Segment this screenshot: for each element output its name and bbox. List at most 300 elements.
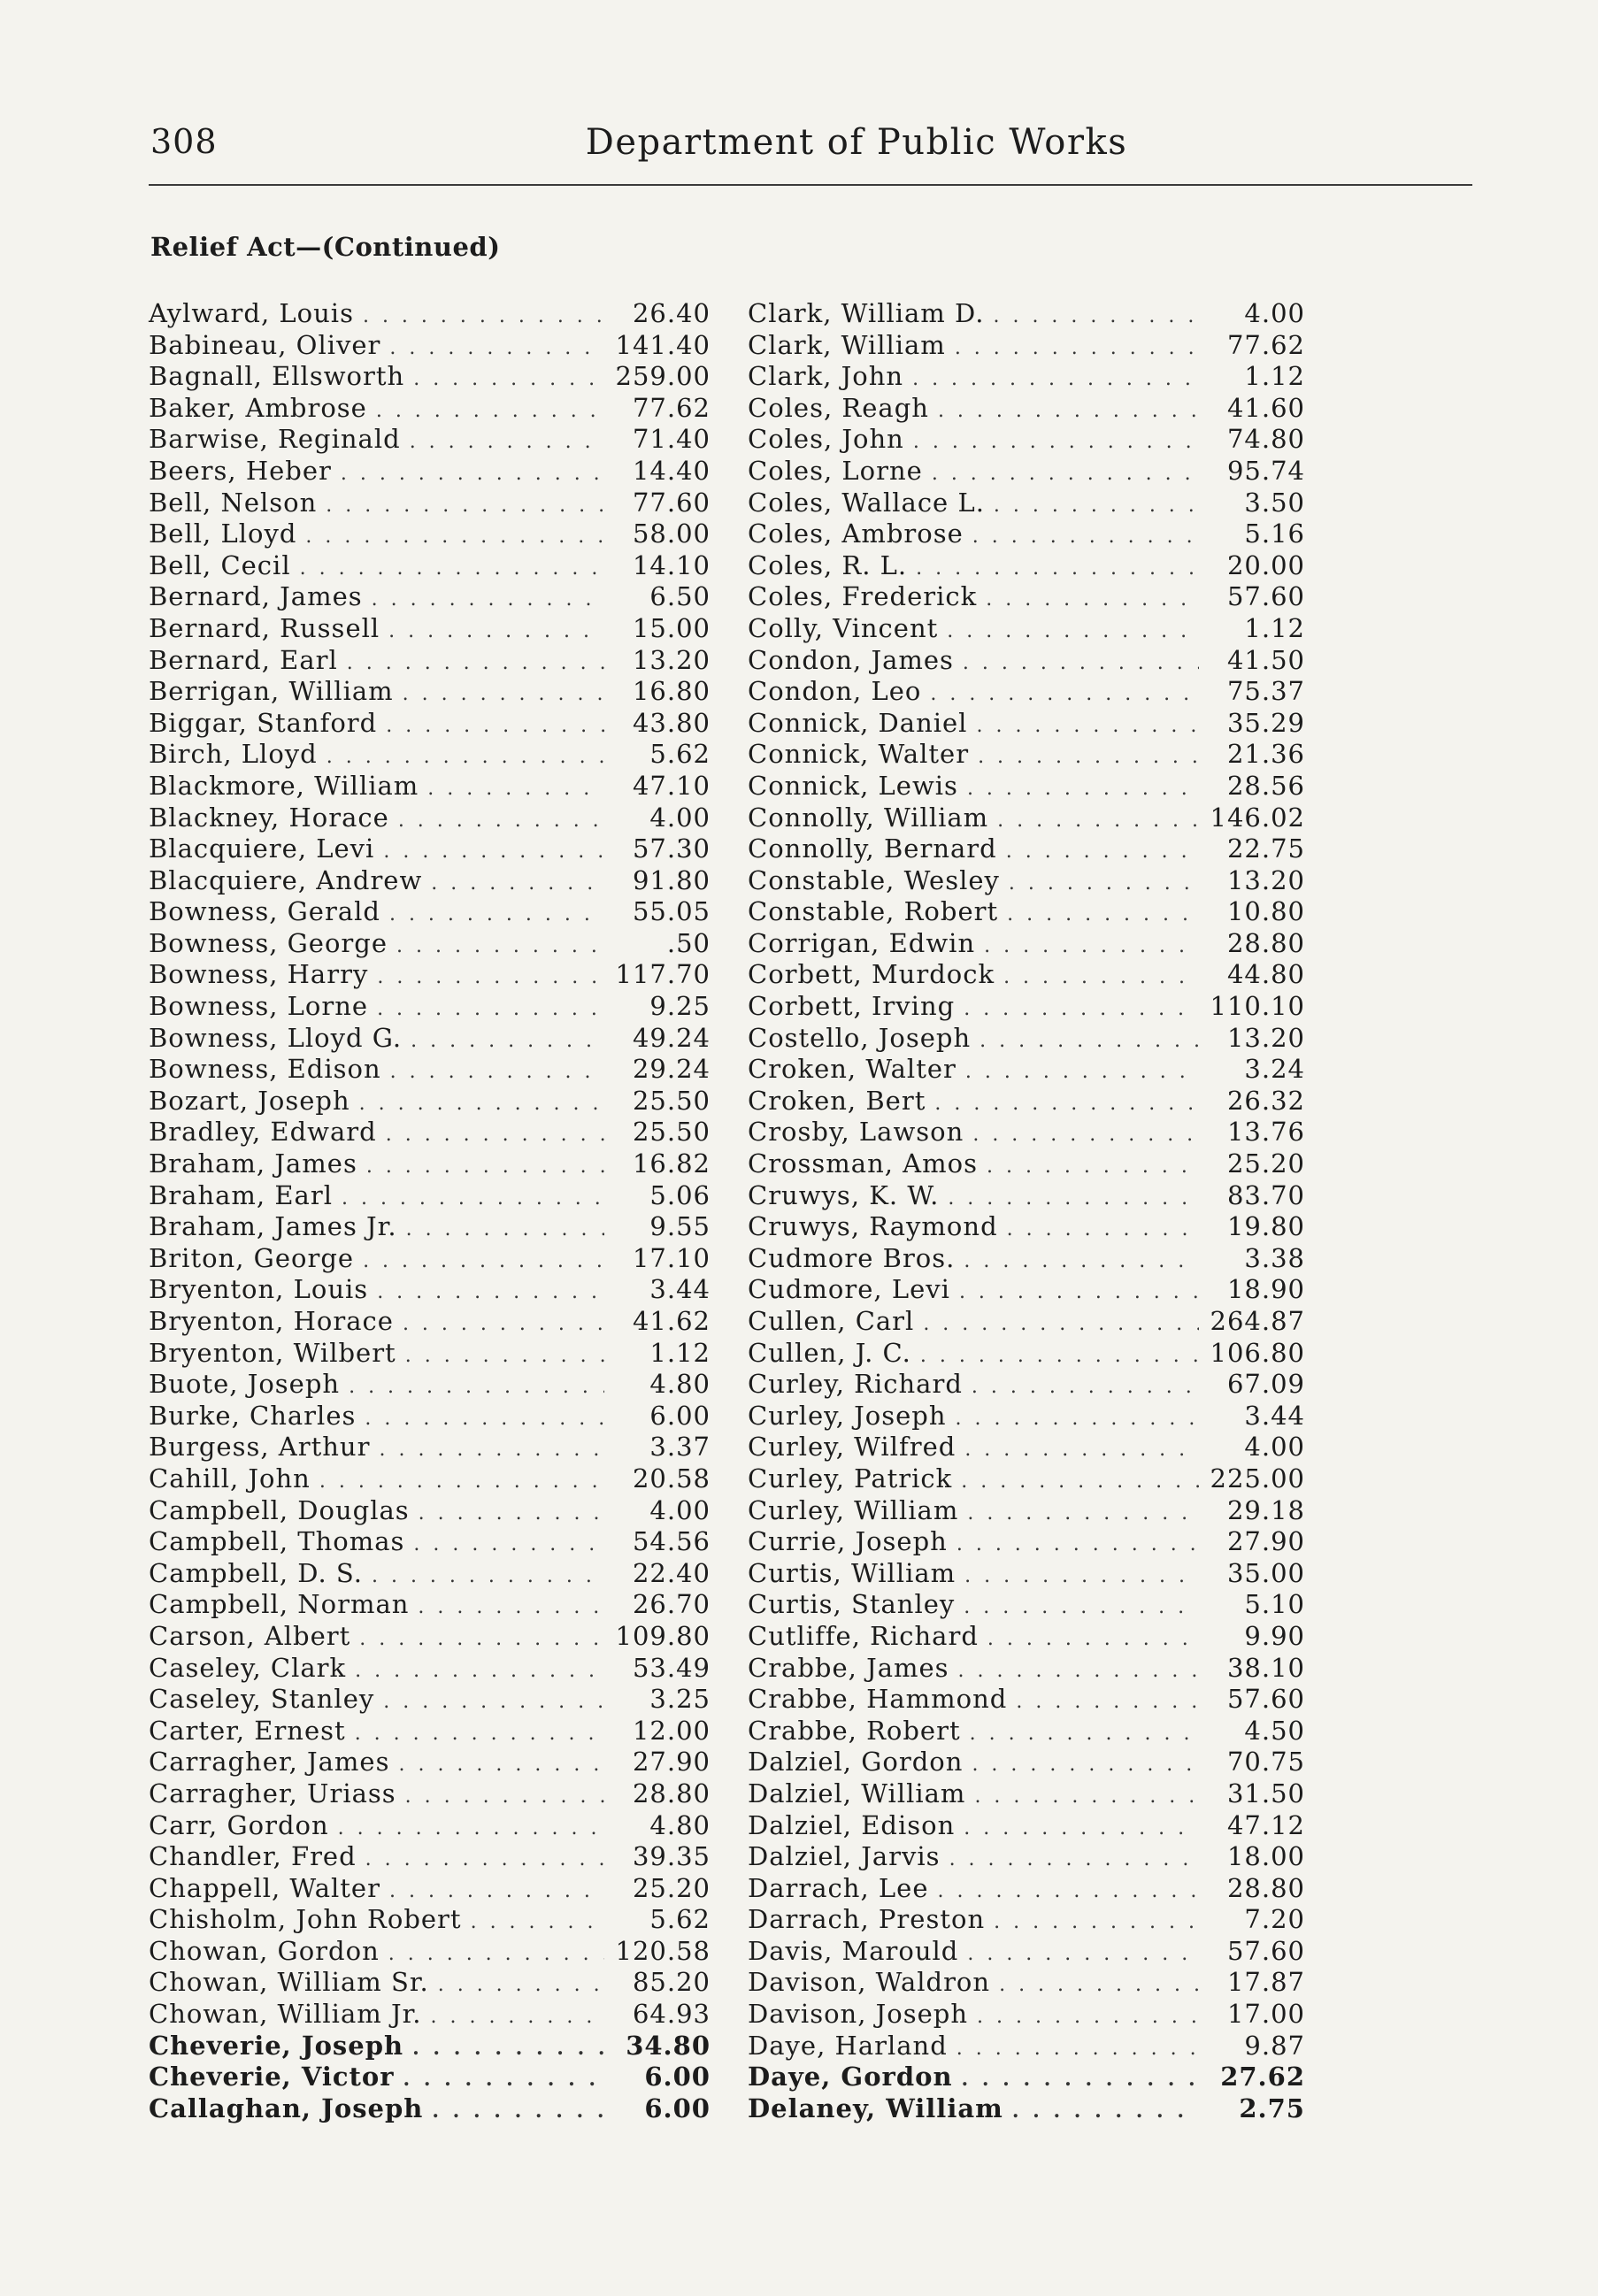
dot-leader <box>967 1502 1199 1524</box>
payment-amount: 3.38 <box>1244 1242 1305 1273</box>
payee-name: Chandler, Fred <box>149 1841 357 1872</box>
payment-amount: 17.87 <box>1226 1967 1305 1998</box>
dot-leader <box>411 1030 604 1052</box>
payment-amount: 25.20 <box>1226 1148 1305 1179</box>
dot-leader <box>980 1030 1199 1052</box>
dot-leader <box>956 2038 1199 2060</box>
payee-name: Birch, Lloyd <box>149 739 318 770</box>
payment-amount: 57.60 <box>1226 1935 1305 1966</box>
payee-name: Bryenton, Louis <box>149 1274 369 1305</box>
payment-amount: 3.50 <box>1244 487 1305 518</box>
payment-entry <box>149 488 711 519</box>
payee-name: Darrach, Lee <box>748 1872 929 1903</box>
payee-name: Cudmore Bros. <box>748 1242 956 1273</box>
payment-amount: 22.75 <box>1226 833 1305 864</box>
payment-amount: 95.74 <box>1226 455 1305 486</box>
payment-amount: 29.18 <box>1226 1494 1305 1525</box>
payee-name: Curley, Patrick <box>748 1463 953 1494</box>
payee-name: Crabbe, Robert <box>748 1715 961 1746</box>
payee-name: Condon, Leo <box>748 676 922 707</box>
payment-entry <box>149 581 711 613</box>
payee-name: Coles, Ambrose <box>748 518 964 549</box>
payee-name: Caseley, Stanley <box>149 1684 375 1715</box>
payment-amount: 6.00 <box>649 1400 711 1431</box>
payee-name: Connick, Lewis <box>748 770 958 801</box>
payment-entry <box>149 456 711 488</box>
payment-entry <box>149 1117 711 1148</box>
payment-entry <box>149 330 711 362</box>
payee-name: Constable, Wesley <box>748 864 1000 895</box>
payee-name: Chisholm, John Robert <box>149 1904 462 1935</box>
payment-amount: 4.50 <box>1244 1715 1305 1746</box>
payee-name: Costello, Joseph <box>748 1022 972 1053</box>
dot-leader <box>398 1754 604 1776</box>
dot-leader <box>959 1281 1199 1303</box>
dot-leader <box>403 2068 604 2091</box>
payment-entry <box>748 1401 1305 1432</box>
page-number: 308 <box>150 122 218 161</box>
payee-name: Connick, Walter <box>748 739 970 770</box>
payment-amount: 259.00 <box>615 361 711 392</box>
payment-amount: 55.05 <box>632 896 711 927</box>
dot-leader <box>359 1628 604 1650</box>
payee-name: Corrigan, Edwin <box>748 927 976 958</box>
payee-name: Curtis, William <box>748 1557 956 1588</box>
payee-name: Coles, Lorne <box>748 455 923 486</box>
payee-name: Chowan, William Sr. <box>149 1967 429 1998</box>
dot-leader <box>347 652 604 674</box>
dot-leader <box>383 1691 604 1713</box>
payment-entry <box>149 1401 711 1432</box>
payee-name: Connick, Daniel <box>748 707 968 738</box>
dot-leader <box>389 337 604 359</box>
payment-amount: 16.82 <box>632 1148 711 1179</box>
payment-amount: 28.80 <box>1226 927 1305 958</box>
dot-leader <box>377 966 604 988</box>
payment-entry <box>748 1621 1305 1653</box>
payment-entry <box>149 1810 711 1842</box>
dot-leader <box>972 1124 1199 1146</box>
payee-name: Briton, George <box>149 1242 355 1273</box>
payment-amount: 141.40 <box>615 329 711 360</box>
payment-entry <box>748 550 1305 582</box>
payment-entry <box>748 959 1305 991</box>
payment-amount: 47.10 <box>632 770 711 801</box>
dot-leader <box>972 1754 1199 1776</box>
running-head-title: Department of Public Works <box>585 122 1128 163</box>
payment-entry <box>748 1967 1305 1999</box>
dot-leader <box>977 2006 1199 2028</box>
payee-name: Bernard, Russell <box>149 612 380 643</box>
payment-entry <box>748 1243 1305 1275</box>
payment-entry <box>748 393 1305 425</box>
payment-amount: 6.00 <box>644 2093 711 2123</box>
payment-entry <box>149 645 711 677</box>
payment-entry <box>149 424 711 456</box>
dot-leader <box>958 1660 1199 1682</box>
dot-leader <box>1009 872 1199 895</box>
payment-amount: 5.10 <box>1244 1589 1305 1620</box>
payment-amount: 1.12 <box>1244 612 1305 643</box>
payment-amount: 39.35 <box>632 1841 711 1872</box>
payment-entry <box>748 1653 1305 1685</box>
payment-entry <box>149 2093 711 2125</box>
dot-leader <box>920 1345 1199 1367</box>
payee-name: Cruwys, Raymond <box>748 1211 998 1242</box>
payee-name: Bowness, Gerald <box>149 896 380 927</box>
payee-name: Chowan, William Jr. <box>149 1999 422 2030</box>
payment-amount: 18.00 <box>1226 1841 1305 1872</box>
dot-leader <box>366 1156 604 1178</box>
payment-amount: 28.56 <box>1226 770 1305 801</box>
dot-leader <box>949 1848 1199 1870</box>
payment-entry <box>748 991 1305 1023</box>
payment-amount: 41.50 <box>1226 644 1305 675</box>
payment-entry <box>149 959 711 991</box>
payment-amount: 71.40 <box>632 424 711 455</box>
dot-leader <box>956 1533 1199 1555</box>
payment-entry <box>149 393 711 425</box>
payment-amount: 9.87 <box>1244 2030 1305 2061</box>
payment-entry <box>748 1338 1305 1370</box>
payee-name: Davison, Joseph <box>748 1999 969 2030</box>
payment-amount: 29.24 <box>632 1054 711 1085</box>
dot-leader <box>412 2037 604 2060</box>
dot-leader <box>389 1880 604 1902</box>
payment-entry <box>748 896 1305 928</box>
payee-name: Clark, William <box>748 329 946 360</box>
dot-leader <box>978 746 1199 768</box>
dot-leader <box>947 620 1199 642</box>
payment-amount: 4.80 <box>649 1369 711 1400</box>
payment-amount: 57.30 <box>632 833 711 864</box>
payment-amount: 16.80 <box>632 676 711 707</box>
payment-amount: 34.80 <box>626 2030 711 2061</box>
payment-amount: 26.70 <box>632 1589 711 1620</box>
payee-name: Braham, Earl <box>149 1179 333 1210</box>
payment-entry <box>748 1086 1305 1117</box>
payment-amount: 43.80 <box>632 707 711 738</box>
payment-entry <box>748 2031 1305 2062</box>
payee-name: Cullen, J. C. <box>748 1337 911 1368</box>
dot-leader <box>948 1187 1199 1209</box>
payment-amount: 106.80 <box>1210 1337 1305 1368</box>
payment-entry <box>149 928 711 960</box>
payment-amount: 6.00 <box>644 2062 711 2093</box>
payee-name: Coles, Frederick <box>748 581 978 612</box>
dot-leader <box>388 620 604 642</box>
payment-entry <box>748 1495 1305 1527</box>
payment-entry <box>748 1558 1305 1590</box>
payment-entry <box>748 1463 1305 1495</box>
payment-amount: 6.50 <box>649 581 711 612</box>
dot-leader <box>413 1533 604 1555</box>
dot-leader <box>965 1061 1199 1083</box>
payment-entry <box>149 1526 711 1558</box>
payment-entry <box>149 1841 711 1873</box>
dot-leader <box>961 1471 1199 1493</box>
payee-name: Corbett, Irving <box>748 991 956 1022</box>
payee-name: Blackmore, William <box>149 770 419 801</box>
payment-amount: 28.80 <box>632 1778 711 1808</box>
payment-entry <box>149 1716 711 1747</box>
payee-name: Campbell, Douglas <box>149 1494 410 1525</box>
dot-leader <box>410 431 604 453</box>
right-column <box>748 298 1305 2124</box>
dot-leader <box>389 903 604 925</box>
payee-name: Curley, Joseph <box>748 1400 947 1431</box>
payment-amount: 21.36 <box>1226 739 1305 770</box>
dot-leader <box>396 935 604 957</box>
payment-entry <box>149 1463 711 1495</box>
dot-leader <box>377 1281 604 1303</box>
payment-entry <box>748 1999 1305 2031</box>
payee-name: Carson, Albert <box>149 1620 351 1651</box>
payment-amount: 27.90 <box>632 1747 711 1778</box>
payment-amount: 47.12 <box>1226 1809 1305 1840</box>
payment-amount: 91.80 <box>632 864 711 895</box>
payment-entry <box>748 2093 1305 2125</box>
payment-amount: 53.49 <box>632 1652 711 1683</box>
dot-leader <box>930 683 1199 705</box>
payment-entry <box>748 865 1305 897</box>
payment-entry <box>149 1621 711 1653</box>
dot-leader <box>355 1660 604 1682</box>
dot-leader <box>923 1313 1199 1335</box>
payee-name: Cahill, John <box>149 1463 311 1494</box>
payment-amount: .50 <box>666 927 711 958</box>
payment-amount: 22.40 <box>632 1557 711 1588</box>
payee-name: Crabbe, Hammond <box>748 1684 1008 1715</box>
payment-entry <box>748 1778 1305 1810</box>
dot-leader <box>932 463 1199 485</box>
payee-name: Bryenton, Wilbert <box>149 1337 396 1368</box>
payment-entry <box>748 1369 1305 1401</box>
dot-leader <box>300 557 604 580</box>
payment-amount: 64.93 <box>632 1999 711 2030</box>
payment-amount: 225.00 <box>1210 1463 1305 1494</box>
payee-name: Coles, Wallace L. <box>748 487 985 518</box>
payment-amount: 4.80 <box>649 1809 711 1840</box>
payment-entry <box>149 1778 711 1810</box>
payment-entry <box>149 298 711 330</box>
payment-amount: 9.55 <box>649 1211 711 1242</box>
dot-leader <box>964 1817 1199 1839</box>
payment-amount: 35.29 <box>1226 707 1305 738</box>
dot-leader <box>938 1880 1200 1902</box>
payment-entry <box>748 1810 1305 1842</box>
dot-leader <box>972 1376 1199 1398</box>
payment-amount: 54.56 <box>632 1526 711 1557</box>
dot-leader <box>955 337 1199 359</box>
dot-leader <box>403 1313 604 1335</box>
payment-amount: 17.00 <box>1226 1999 1305 2030</box>
payment-entry <box>748 928 1305 960</box>
dot-leader <box>986 588 1199 610</box>
dot-leader <box>365 1848 604 1870</box>
dot-leader <box>403 683 604 705</box>
payee-name: Crabbe, James <box>748 1652 949 1683</box>
payment-amount: 25.50 <box>632 1117 711 1148</box>
payment-entry <box>149 1967 711 1999</box>
payee-name: Daye, Gordon <box>748 2062 953 2093</box>
dot-leader <box>376 400 604 422</box>
payment-entry <box>149 1558 711 1590</box>
payee-name: Bernard, Earl <box>149 644 338 675</box>
payment-amount: 44.80 <box>1226 959 1305 990</box>
payment-entry <box>748 1873 1305 1905</box>
payee-name: Coles, Reagh <box>748 392 929 423</box>
payee-name: Curley, William <box>748 1494 959 1525</box>
payment-amount: 75.37 <box>1226 676 1305 707</box>
dot-leader <box>372 588 604 610</box>
payment-entry <box>149 361 711 393</box>
dot-leader <box>418 1596 604 1618</box>
payment-amount: 41.62 <box>632 1306 711 1336</box>
payment-entry <box>149 865 711 897</box>
payment-amount: 41.60 <box>1226 392 1305 423</box>
payment-entry <box>149 1589 711 1621</box>
dot-leader <box>390 1061 604 1083</box>
dot-leader <box>355 1723 604 1745</box>
payment-entry <box>748 424 1305 456</box>
payee-name: Delaney, William <box>748 2093 1003 2123</box>
payee-name: Croken, Bert <box>748 1085 926 1116</box>
payee-name: Cutliffe, Richard <box>748 1620 979 1651</box>
payee-name: Bryenton, Horace <box>149 1306 394 1336</box>
payee-name: Buote, Joseph <box>149 1369 341 1400</box>
payee-name: Campbell, Norman <box>149 1589 410 1620</box>
payee-name: Coles, John <box>748 424 904 455</box>
payment-amount: 1.12 <box>1244 361 1305 392</box>
payment-amount: 27.62 <box>1220 2062 1305 2093</box>
payee-name: Campbell, Thomas <box>149 1526 405 1557</box>
payment-amount: 85.20 <box>632 1967 711 1998</box>
payment-amount: 3.25 <box>649 1684 711 1715</box>
dot-leader <box>1003 966 1199 988</box>
payment-amount: 12.00 <box>632 1715 711 1746</box>
payment-amount: 3.24 <box>1244 1054 1305 1085</box>
payee-name: Bowness, Edison <box>149 1054 381 1085</box>
payment-entry <box>748 1023 1305 1055</box>
payee-name: Carter, Ernest <box>149 1715 346 1746</box>
payment-entry <box>748 298 1305 330</box>
payee-name: Dalziel, Edison <box>748 1809 956 1840</box>
payee-name: Babineau, Oliver <box>149 329 381 360</box>
payment-entry <box>748 1148 1305 1180</box>
dot-leader <box>386 1124 604 1146</box>
payment-entry <box>149 2062 711 2093</box>
payment-entry <box>149 518 711 550</box>
payment-entry <box>748 1526 1305 1558</box>
payment-entry <box>149 708 711 740</box>
payment-entry <box>748 708 1305 740</box>
payment-amount: 2.75 <box>1239 2093 1305 2123</box>
payment-entry <box>149 1904 711 1936</box>
payment-amount: 83.70 <box>1226 1179 1305 1210</box>
dot-leader <box>431 872 604 895</box>
dot-leader <box>413 368 604 390</box>
payee-name: Blacquiere, Andrew <box>149 864 423 895</box>
payment-amount: 27.90 <box>1226 1526 1305 1557</box>
dot-leader <box>972 526 1199 548</box>
payee-name: Crosby, Lawson <box>748 1117 964 1148</box>
payment-amount: 5.62 <box>649 1904 711 1935</box>
payment-entry <box>748 1274 1305 1306</box>
payment-entry <box>149 1495 711 1527</box>
payee-name: Cruwys, K. W. <box>748 1179 940 1210</box>
dot-leader <box>377 998 604 1020</box>
dot-leader <box>388 1943 604 1965</box>
payment-entry <box>748 1054 1305 1086</box>
payment-amount: 13.20 <box>1226 1022 1305 1053</box>
dot-leader <box>970 1723 1199 1745</box>
payee-name: Burgess, Arthur <box>149 1432 371 1463</box>
dot-leader <box>406 1218 604 1240</box>
payment-entry <box>149 833 711 865</box>
dot-leader <box>956 1408 1199 1430</box>
dot-leader <box>1016 1691 1199 1713</box>
payee-name: Clark, William D. <box>748 298 985 328</box>
payment-amount: 67.09 <box>1226 1369 1305 1400</box>
payee-name: Croken, Walter <box>748 1054 956 1085</box>
payee-name: Coles, R. L. <box>748 549 908 580</box>
dot-leader <box>405 1785 604 1808</box>
payee-name: Bowness, Harry <box>149 959 369 990</box>
dot-leader <box>438 1974 604 1996</box>
payee-name: Connolly, William <box>748 802 989 833</box>
dot-leader <box>1012 2100 1199 2123</box>
payment-entry <box>149 739 711 771</box>
payment-entry <box>748 456 1305 488</box>
payee-name: Crossman, Amos <box>748 1148 978 1179</box>
payment-amount: 3.44 <box>649 1274 711 1305</box>
dot-leader <box>359 1093 604 1115</box>
payment-entry <box>149 1432 711 1463</box>
payment-amount: 13.20 <box>632 644 711 675</box>
payment-amount: 77.62 <box>1226 329 1305 360</box>
payment-entry <box>149 1747 711 1778</box>
payment-amount: 13.20 <box>1226 864 1305 895</box>
payee-name: Chowan, Gordon <box>149 1935 380 1966</box>
payee-name: Blackney, Horace <box>149 802 389 833</box>
payee-name: Berrigan, William <box>149 676 394 707</box>
dot-leader <box>1007 903 1199 925</box>
payment-amount: 28.80 <box>1226 1872 1305 1903</box>
section-heading: Relief Act—(Continued) <box>150 232 501 262</box>
payee-name: Curley, Wilfred <box>748 1432 956 1463</box>
payment-amount: 15.00 <box>632 612 711 643</box>
payment-entry <box>748 2062 1305 2093</box>
dot-leader <box>916 557 1199 580</box>
payment-entry <box>748 739 1305 771</box>
payment-entry <box>149 1180 711 1212</box>
payee-name: Corbett, Murdock <box>748 959 995 990</box>
payment-amount: 13.76 <box>1226 1117 1305 1148</box>
payee-name: Blacquiere, Levi <box>149 833 375 864</box>
payment-entry <box>149 613 711 645</box>
payment-entry <box>149 676 711 708</box>
dot-leader <box>349 1376 604 1398</box>
payment-amount: 20.00 <box>1226 549 1305 580</box>
payee-name: Biggar, Stanford <box>149 707 378 738</box>
payee-name: Bell, Nelson <box>149 487 318 518</box>
payee-name: Cullen, Carl <box>748 1306 915 1336</box>
payment-entry <box>748 518 1305 550</box>
dot-leader <box>984 935 1199 957</box>
dot-leader <box>967 1943 1199 1965</box>
dot-leader <box>938 400 1199 422</box>
